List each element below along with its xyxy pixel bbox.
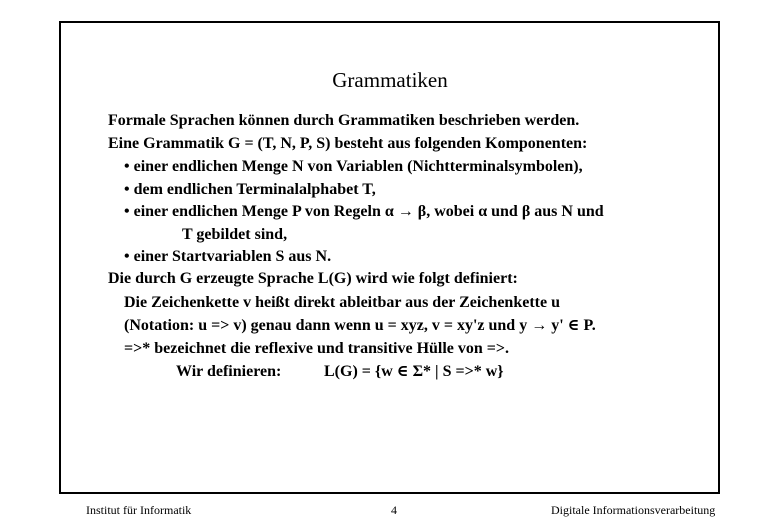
text-line-closure: =>* bezeichnet die reflexive und transitive Hülle von =>. xyxy=(124,340,510,357)
text-line-1: Formale Sprachen können durch Grammatiken beschrieben werden. xyxy=(108,112,580,129)
footer-institute: Institut für Informatik xyxy=(86,503,192,517)
bullet-item-rules: • einer endlichen Menge P von Regeln α → β, wobei α und β aus N und xyxy=(124,203,604,220)
footer-page-number: 4 xyxy=(391,503,397,517)
footer-course: Digitale Informationsverarbeitung xyxy=(551,503,716,517)
bullet-item-start: • einer Startvariablen S aus N. xyxy=(124,248,332,265)
text-line-definition: Die durch G erzeugte Sprache L(G) wird wie folgt definiert: xyxy=(108,270,518,287)
text-line-notation: (Notation: u => v) genau dann wenn u = xyz, v = xy'z und y → y' ∈ P. xyxy=(124,317,596,334)
language-formula: L(G) = {w ∈ Σ* | S =>* w} xyxy=(324,363,504,380)
bullet-item-rules-continued: T gebildet sind, xyxy=(182,226,288,243)
bullet-item-terminals: • dem endlichen Terminalalphabet T, xyxy=(124,181,376,198)
text-line-derivable: Die Zeichenkette v heißt direkt ableitbar aus der Zeichenkette u xyxy=(124,294,560,311)
slide-title: Grammatiken xyxy=(332,68,448,92)
bullet-item-variables: • einer endlichen Menge N von Variablen (Nichtterminalsymbolen), xyxy=(124,158,583,175)
text-line-2: Eine Grammatik G = (T, N, P, S) besteht aus folgenden Komponenten: xyxy=(108,135,588,152)
text-line-we-define: Wir definieren: xyxy=(176,363,282,380)
